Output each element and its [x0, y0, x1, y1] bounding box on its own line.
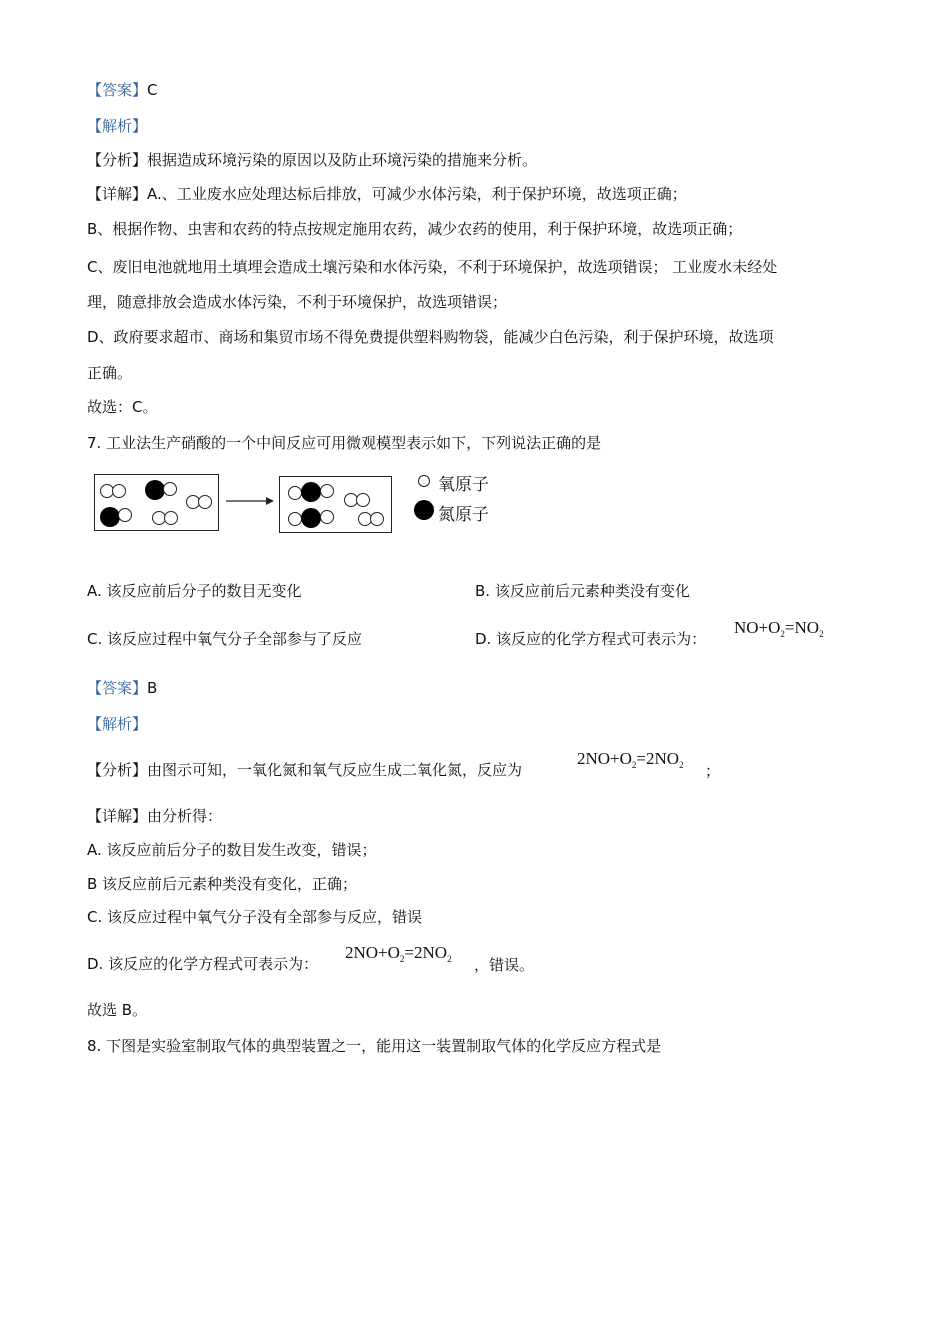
diagram-legend [414, 470, 534, 530]
fenxi-tag: 【分析】 [87, 151, 148, 169]
fenxi-tag: 【分析】 [87, 761, 148, 779]
equation-subscript: 2 [819, 629, 824, 639]
equation-part: 2NO+O [577, 749, 632, 768]
q6-analysis-tag: 【解析】 [87, 117, 148, 135]
q7-detail-d: D. 该反应的化学方程式可表示为： [87, 955, 319, 973]
detail-a-text: A.、工业废水应处理达标后排放，可减少水体污染，利于保护环境，故选项正确； [147, 185, 687, 203]
equation-part: NO+O [734, 618, 781, 637]
q6-conclusion: 故选：C。 [87, 398, 158, 416]
equation-part: =2NO [636, 749, 680, 768]
equation-part: =NO [784, 618, 820, 637]
q7-option-b: B. 该反应前后元素种类没有变化 [475, 582, 690, 600]
q6-detail-c2: 理，随意排放会造成水体污染，不利于环境保护，故选项错误； [87, 293, 508, 311]
q7-fenxi-line [87, 760, 522, 780]
nitrogen-legend-icon [414, 500, 434, 520]
oxygen-atom [288, 486, 302, 500]
equation-subscript: 2 [679, 760, 684, 770]
answer-tag: 【答案】 [87, 679, 148, 697]
nitrogen-atom [301, 508, 321, 528]
xiangjie-tag: 【详解】 [87, 807, 148, 825]
equation-part: =2NO [404, 943, 448, 962]
oxygen-atom [118, 508, 132, 522]
q6-detail-a [87, 184, 687, 204]
reactants-box [94, 474, 219, 531]
q7-option-c: C. 该反应过程中氧气分子全部参与了反应 [87, 630, 363, 648]
q7-option-a: A. 该反应前后分子的数目无变化 [87, 582, 302, 600]
oxygen-atom [163, 482, 177, 496]
equation-subscript: 2 [631, 760, 637, 770]
oxygen-atom [356, 493, 370, 507]
equation-subscript: 2 [780, 629, 785, 639]
oxygen-atom [320, 484, 334, 498]
answer-tag: 【答案】 [87, 81, 148, 99]
q6-answer-line [87, 80, 158, 100]
nitrogen-legend-label: 氮原子 [438, 505, 489, 525]
q6-detail-b: B、根据作物、虫害和农药的特点按规定施用农药，减少农药的使用，利于保护环境，故选项正确； [87, 220, 743, 238]
q7-xiangjie-line [87, 806, 222, 826]
oxygen-atom [320, 510, 334, 524]
oxygen-atom [198, 495, 212, 509]
q7-detail-a: A. 该反应前后分子的数目发生改变，错误； [87, 841, 377, 859]
nitrogen-atom [301, 482, 321, 502]
q7-analysis-tag: 【解析】 [87, 715, 148, 733]
oxygen-atom [288, 512, 302, 526]
products-box [279, 476, 392, 533]
equation-subscript: 2 [399, 954, 405, 964]
oxygen-atom [112, 484, 126, 498]
oxygen-atom [370, 512, 384, 526]
q7-option-d: D. 该反应的化学方程式可表示为： [475, 630, 707, 648]
q7-detail-d-end: ，错误。 [474, 956, 535, 974]
reaction-arrow [224, 495, 276, 507]
nitrogen-atom [145, 480, 165, 500]
oxygen-atom [164, 511, 178, 525]
q7-detail-d-equation [345, 943, 452, 964]
q7-detail-c: C. 该反应过程中氧气分子没有全部参与反应，错误 [87, 908, 423, 926]
q6-fenxi-line [87, 150, 537, 170]
q7-detail-b: B 该反应前后元素种类没有变化，正确； [87, 875, 358, 893]
q7-option-d-equation [734, 618, 824, 639]
oxygen-legend-label: 氧原子 [438, 475, 489, 495]
answer-value: B [147, 679, 158, 697]
q7-stem: 7. 工业法生产硝酸的一个中间反应可用微观模型表示如下，下列说法正确的是 [87, 434, 602, 452]
q6-detail-d1: D、政府要求超市、商场和集贸市场不得免费提供塑料购物袋，能减少白色污染，利于保护环境，故选项 [87, 328, 774, 346]
oxygen-legend-icon [418, 475, 430, 487]
q7-fenxi-equation [577, 749, 684, 770]
xiangjie-tag: 【详解】 [87, 185, 148, 203]
fenxi-text: 由图示可知，一氧化氮和氧气反应生成二氧化氮，反应为 [147, 761, 523, 779]
q7-fenxi-end: ； [705, 762, 721, 780]
fenxi-text: 根据造成环境污染的原因以及防止环境污染的措施来分析。 [147, 151, 538, 169]
q8-stem: 8. 下图是实验室制取气体的典型装置之一，能用这一装置制取气体的化学反应方程式是 [87, 1037, 662, 1055]
answer-value: C [147, 81, 158, 99]
q6-detail-d2: 正确。 [87, 364, 133, 382]
equation-subscript: 2 [447, 954, 452, 964]
nitrogen-atom [100, 507, 120, 527]
equation-part: 2NO+O [345, 943, 400, 962]
q6-detail-c1: C、废旧电池就地用土填埋会造成土壤污染和水体污染，不利于环境保护，故选项错误； 工业废水未经处 [87, 258, 778, 276]
q7-conclusion: 故选 B。 [87, 1001, 148, 1019]
q7-answer-line [87, 678, 157, 698]
xiangjie-text: 由分析得： [147, 807, 223, 825]
